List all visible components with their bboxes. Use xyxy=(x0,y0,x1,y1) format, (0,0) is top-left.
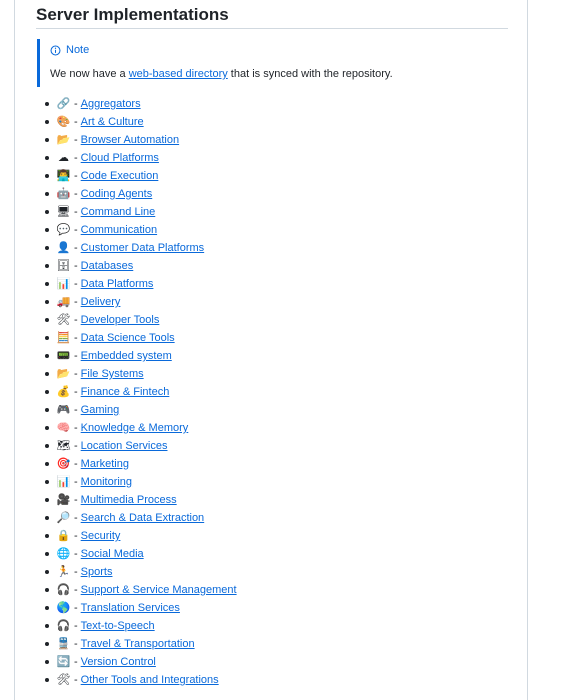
list-item xyxy=(45,401,237,419)
note-text-before: We now have a xyxy=(50,68,129,80)
money-bag-icon: 💰 xyxy=(56,385,71,398)
bullet-dot xyxy=(45,372,49,376)
category-link[interactable]: Knowledge & Memory xyxy=(80,422,189,434)
note-callout xyxy=(37,39,507,87)
lock-icon: 🔒 xyxy=(56,529,71,542)
robot-icon: 🤖 xyxy=(56,187,71,200)
bullet-dot xyxy=(45,552,49,556)
category-link[interactable]: Marketing xyxy=(80,458,129,470)
separator-dash: - xyxy=(74,458,78,470)
bullet-dot xyxy=(45,120,49,124)
category-link[interactable]: File Systems xyxy=(80,368,144,380)
link-icon: 🔗 xyxy=(56,97,71,110)
separator-dash: - xyxy=(74,530,78,542)
list-item xyxy=(45,491,237,509)
category-link[interactable]: Support & Service Management xyxy=(80,584,237,596)
separator-dash: - xyxy=(74,170,78,182)
separator-dash: - xyxy=(74,134,78,146)
bullet-dot xyxy=(45,408,49,412)
bullet-dot xyxy=(45,624,49,628)
category-link[interactable]: Translation Services xyxy=(80,602,180,614)
list-item xyxy=(45,437,237,455)
bullet-dot xyxy=(45,174,49,178)
separator-dash: - xyxy=(74,98,78,110)
category-link[interactable]: Other Tools and Integrations xyxy=(80,674,219,686)
separator-dash: - xyxy=(74,656,78,668)
list-item xyxy=(45,239,237,257)
list-item xyxy=(45,131,237,149)
bullet-dot xyxy=(45,390,49,394)
bullet-dot xyxy=(45,570,49,574)
category-link[interactable]: Command Line xyxy=(80,206,156,218)
bullet-dot xyxy=(45,354,49,358)
bullet-dot xyxy=(45,228,49,232)
category-link[interactable]: Developer Tools xyxy=(80,314,160,326)
file-cabinet-icon: 🗄 xyxy=(56,259,71,272)
list-item xyxy=(45,293,237,311)
bullet-dot xyxy=(45,138,49,142)
map-icon: 🗺 xyxy=(56,439,71,452)
headphones-icon: 🎧 xyxy=(56,583,71,596)
note-text xyxy=(50,67,507,81)
web-directory-link[interactable]: web-based directory xyxy=(128,68,228,80)
user-icon: 👤 xyxy=(56,241,71,254)
page-title: Server Implementations xyxy=(36,5,229,24)
list-item xyxy=(45,365,237,383)
list-item xyxy=(45,653,237,671)
bullet-dot xyxy=(45,606,49,610)
separator-dash: - xyxy=(74,386,78,398)
category-link[interactable]: Travel & Transportation xyxy=(80,638,195,650)
refresh-icon: 🔄 xyxy=(56,655,71,668)
separator-dash: - xyxy=(74,116,78,128)
separator-dash: - xyxy=(74,602,78,614)
bullet-dot xyxy=(45,156,49,160)
category-link[interactable]: Data Science Tools xyxy=(80,332,175,344)
category-link[interactable]: Security xyxy=(80,530,121,542)
separator-dash: - xyxy=(74,566,78,578)
category-link[interactable]: Customer Data Platforms xyxy=(80,242,205,254)
category-link[interactable]: Aggregators xyxy=(80,98,141,110)
separator-dash: - xyxy=(74,422,78,434)
abacus-icon: 🧮 xyxy=(56,331,71,344)
list-item xyxy=(45,545,237,563)
separator-dash: - xyxy=(74,296,78,308)
bullet-dot xyxy=(45,588,49,592)
separator-dash: - xyxy=(74,674,78,686)
tools-icon: 🛠 xyxy=(56,313,71,326)
palette-icon: 🎨 xyxy=(56,115,71,128)
list-item xyxy=(45,203,237,221)
separator-dash: - xyxy=(74,152,78,164)
category-link[interactable]: Databases xyxy=(80,260,134,272)
category-link[interactable]: Embedded system xyxy=(80,350,172,362)
category-link[interactable]: Social Media xyxy=(80,548,144,560)
list-item xyxy=(45,473,237,491)
globe-icon: 🌐 xyxy=(56,547,71,560)
runner-icon: 🏃 xyxy=(56,565,71,578)
separator-dash: - xyxy=(74,548,78,560)
magnifier-icon: 🔎 xyxy=(56,511,71,524)
truck-icon: 🚚 xyxy=(56,295,71,308)
separator-dash: - xyxy=(74,188,78,200)
category-link[interactable]: Location Services xyxy=(80,440,168,452)
list-item xyxy=(45,563,237,581)
bullet-dot xyxy=(45,300,49,304)
separator-dash: - xyxy=(74,638,78,650)
movie-camera-icon: 🎥 xyxy=(56,493,71,506)
speech-bubble-icon: 💬 xyxy=(56,223,71,236)
bullet-dot xyxy=(45,642,49,646)
category-link[interactable]: Sports xyxy=(80,566,113,578)
note-title-label: Note xyxy=(66,44,90,56)
tools-icon: 🛠 xyxy=(56,673,71,686)
separator-dash: - xyxy=(74,350,78,362)
game-controller-icon: 🎮 xyxy=(56,403,71,416)
separator-dash: - xyxy=(74,368,78,380)
category-link[interactable]: Text-to-Speech xyxy=(80,620,155,632)
separator-dash: - xyxy=(74,242,78,254)
separator-dash: - xyxy=(74,476,78,488)
earth-icon: 🌎 xyxy=(56,601,71,614)
technologist-icon: 👨‍💻 xyxy=(56,169,71,182)
folder-icon: 📂 xyxy=(56,133,71,146)
pager-icon: 📟 xyxy=(56,349,71,362)
list-item xyxy=(45,329,237,347)
bullet-dot xyxy=(45,498,49,502)
category-link[interactable]: Search & Data Extraction xyxy=(80,512,205,524)
category-link[interactable]: Monitoring xyxy=(80,476,133,488)
list-item xyxy=(45,635,237,653)
list-item xyxy=(45,347,237,365)
list-item xyxy=(45,419,237,437)
bullet-dot xyxy=(45,102,49,106)
cloud-icon: ☁ xyxy=(58,151,69,164)
category-list xyxy=(45,95,237,689)
list-item xyxy=(45,275,237,293)
note-text-after: that is synced with the repository. xyxy=(227,68,393,80)
category-link[interactable]: Browser Automation xyxy=(80,134,180,146)
category-link[interactable]: Code Execution xyxy=(80,170,159,182)
list-item xyxy=(45,311,237,329)
list-item xyxy=(45,527,237,545)
category-link[interactable]: Delivery xyxy=(80,296,121,308)
separator-dash: - xyxy=(74,314,78,326)
list-item xyxy=(45,257,237,275)
bullet-dot xyxy=(45,336,49,340)
bullet-dot xyxy=(45,660,49,664)
list-item xyxy=(45,455,237,473)
category-link[interactable]: Art & Culture xyxy=(80,116,144,128)
target-icon: 🎯 xyxy=(56,457,71,470)
bullet-dot xyxy=(45,318,49,322)
list-item xyxy=(45,149,237,167)
heading-divider xyxy=(36,28,508,29)
bullet-dot xyxy=(45,444,49,448)
bar-chart-icon: 📊 xyxy=(56,277,71,290)
category-link[interactable]: Communication xyxy=(80,224,158,236)
separator-dash: - xyxy=(74,494,78,506)
bullet-dot xyxy=(45,282,49,286)
list-item xyxy=(45,167,237,185)
list-item xyxy=(45,383,237,401)
list-item xyxy=(45,599,237,617)
bar-chart-icon: 📊 xyxy=(56,475,71,488)
separator-dash: - xyxy=(74,224,78,236)
separator-dash: - xyxy=(74,206,78,218)
bullet-dot xyxy=(45,516,49,520)
list-item xyxy=(45,509,237,527)
bullet-dot xyxy=(45,246,49,250)
category-link[interactable]: Version Control xyxy=(80,656,156,668)
separator-dash: - xyxy=(74,620,78,632)
category-link[interactable]: Data Platforms xyxy=(80,278,154,290)
bullet-dot xyxy=(45,192,49,196)
desktop-icon: 🖥 xyxy=(56,205,71,218)
headphones-icon: 🎧 xyxy=(56,619,71,632)
note-title xyxy=(50,41,507,59)
list-item xyxy=(45,581,237,599)
separator-dash: - xyxy=(74,440,78,452)
folder-icon: 📂 xyxy=(56,367,71,380)
brain-icon: 🧠 xyxy=(56,421,71,434)
info-icon xyxy=(50,45,61,56)
list-item xyxy=(45,221,237,239)
separator-dash: - xyxy=(74,260,78,272)
bullet-dot xyxy=(45,678,49,682)
separator-dash: - xyxy=(74,584,78,596)
list-item xyxy=(45,617,237,635)
category-link[interactable]: Gaming xyxy=(80,404,120,416)
bullet-dot xyxy=(45,264,49,268)
separator-dash: - xyxy=(74,404,78,416)
separator-dash: - xyxy=(74,278,78,290)
bullet-dot xyxy=(45,534,49,538)
list-item xyxy=(45,113,237,131)
list-item xyxy=(45,95,237,113)
train-icon: 🚆 xyxy=(56,637,71,650)
separator-dash: - xyxy=(74,512,78,524)
bullet-dot xyxy=(45,210,49,214)
list-item xyxy=(45,671,237,689)
separator-dash: - xyxy=(74,332,78,344)
category-link[interactable]: Finance & Fintech xyxy=(80,386,170,398)
category-link[interactable]: Coding Agents xyxy=(80,188,153,200)
category-link[interactable]: Cloud Platforms xyxy=(80,152,159,164)
list-item xyxy=(45,185,237,203)
bullet-dot xyxy=(45,480,49,484)
bullet-dot xyxy=(45,426,49,430)
bullet-dot xyxy=(45,462,49,466)
category-link[interactable]: Multimedia Process xyxy=(80,494,177,506)
